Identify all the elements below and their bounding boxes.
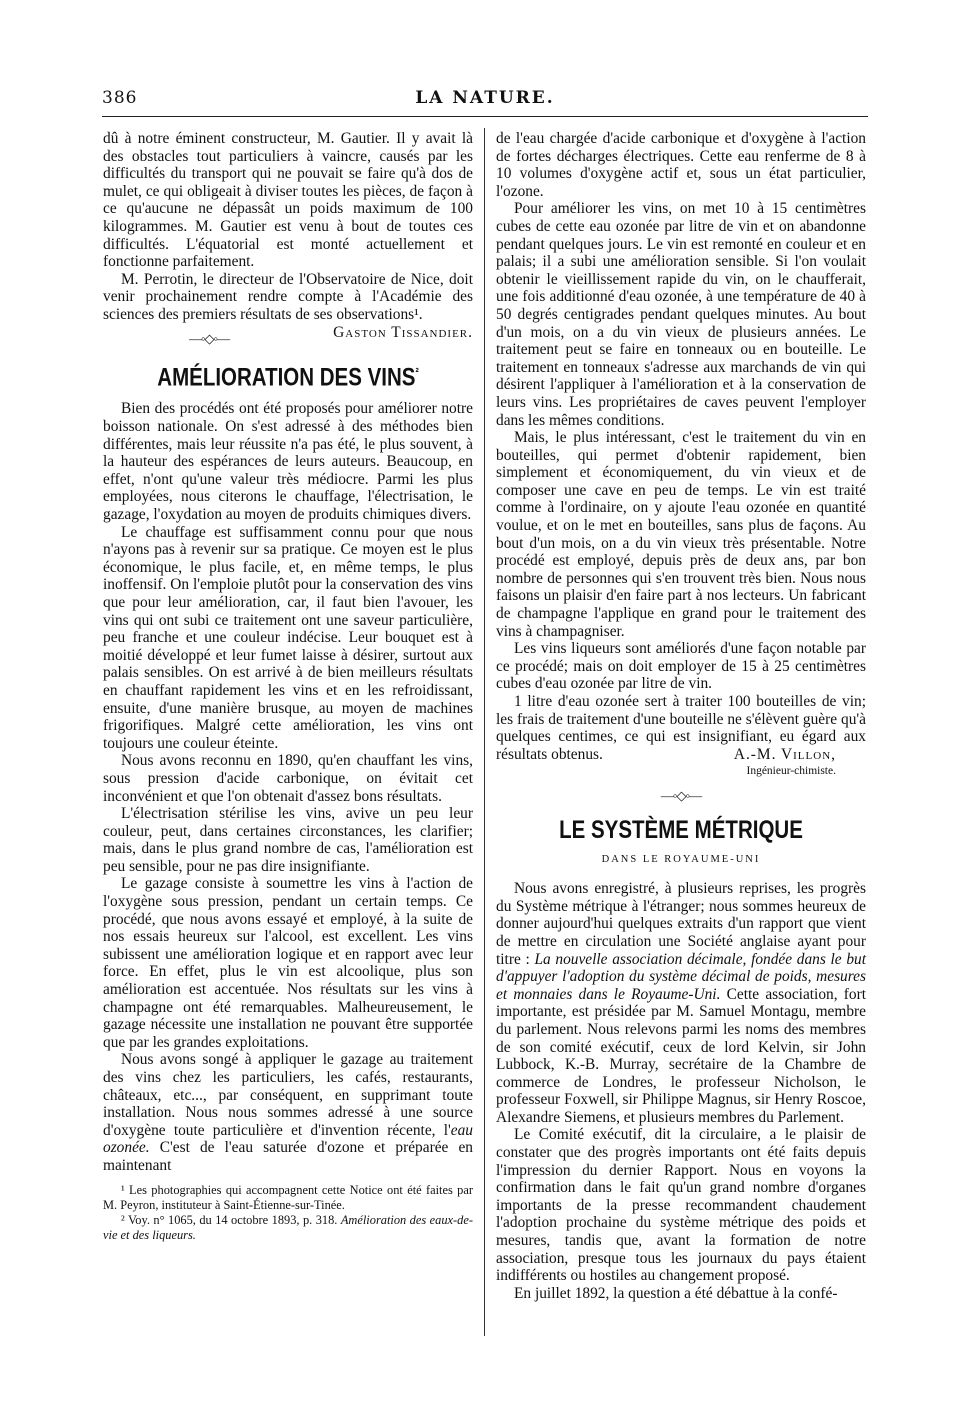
paragraph: Nous avons reconnu en 1890, qu'en chauffant les vins, sous pression d'acide carbonique, on évitait cet inconvénient et que l'on obtenait d'assez bons résultats. <box>103 752 473 805</box>
article-title: AMÉLIORATION DES $VINS^{^2}$ <box>157 363 419 392</box>
paragraph: 1 litre d'eau ozonée sert à traiter 100 bouteilles de vin; les frais de traitement d'une bouteille ne s'élèvent guère qu'à quelques centimes, ce qui est insignifiant, eu égard aux résultats obtenus. A.-M. Villon, <box>496 693 866 763</box>
paragraph: En juillet 1892, la question a été débattue à la confé- <box>514 1284 838 1302</box>
footnotes <box>103 1183 473 1243</box>
paragraph: L'électrisation stérilise les vins, avive un peu leur couleur, peut, dans certaines circonstances, les clarifier; mais, dans le plus grand nombre de cas, l'amélioration est peu sensible, pour ne pas dire insignifiante. <box>103 805 473 875</box>
paragraph: Le Comité exécutif, dit la circulaire, a le plaisir de constater que des progrès importants ont été faits depuis l'impression du dernier Rapport. Nous en voyons la confirmation dans le fait qu'un grand nombre d'organes importants de la presse recommandent chaudement l'adoption prochaine du système métrique des poids et mesures, tandis que, avant la formation de notre association, presque tous les journaux du pays étaient indifférents ou hostiles au changement proposé. <box>496 1126 866 1285</box>
author-signature: A.-M. Villon, <box>733 745 836 763</box>
article-title: LE SYSTÈME MÉTRIQUE <box>559 815 803 844</box>
paragraph: Les vins liqueurs sont améliorés d'une façon notable par ce procédé; mais on doit employer de 15 à 25 centimètres cubes d'eau ozonée par litre de vin. <box>496 640 866 693</box>
page-header <box>102 86 868 117</box>
paragraph: Mais, le plus intéressant, c'est le traitement du vin en bouteilles, qui permet d'obtenir rapidement, bien simplement et économiquement, du vin vieux et de composer une cave en peu de temps. Le vin est traité comme à l'ordinaire, on y ajoute l'eau ozonée en quantité voulue, et on le met en bouteilles, sans plus de façons. Au bout d'un mois, on a du vin vieux très présentable. Notre procédé est employé, depuis près de deux ans, par bon nombre de personnes qui s'en trouvent très bien. Nous nous faisons un plaisir d'en faire part à nos lecteurs. Un fabricant de champagne l'applique en grand pour le traitement des vins à champagniser. <box>496 429 866 640</box>
author-role: Ingénieur-chimiste. <box>746 765 836 778</box>
paragraph: dû à notre éminent constructeur, M. Gautier. Il y avait là des obstacles tout particuliers à vaincre, causés par les difficultés du transport qui ne pouvait se faire qu'à dos de mulet, ce qui obligeait à diviser toutes les pièces, de façon à ce qu'aucune ne dépassât un poids maximum de 100 kilogrammes. M. Gautier est venu à bout de toutes ces difficultés. L'équatorial est monté actuellement et fonctionne parfaitement. <box>103 130 473 271</box>
author-signature: Gaston Tissandier. <box>333 323 473 341</box>
footnote: ² Voy. n° 1065, du 14 octobre 1893, p. 318. Amélioration des eaux-de-vie et des liqueurs. <box>103 1212 473 1242</box>
left-column <box>103 130 473 1243</box>
paragraph: Nous avons enregistré, à plusieurs reprises, les progrès du Système métrique à l'étranger; nous sommes heureux de donner aujourd'hui quelques extraits d'un rapport que vient de mettre en circulation une Société anglaise ayant pour titre : La nouvelle association décimale, fondée dans le but d'appuyer l'adoption du système décimal de poids, mesures et monnaies dans le Royaume-Uni. Cette association, fort importante, est présidée par M. Samuel Montagu, membre du parlement. Nous relevons parmi les noms des membres de son comité exécutif, ceux de lord Kelvin, sir John Lubbock, K.-B. Murray, secrétaire de la Chambre de commerce de Londres, le professeur Nicholson, le professeur Foxwell, sir Philippe Magnus, sir Henry Roscoe, Alexandre Siemens, et plusieurs membres du Parlement. <box>496 880 866 1126</box>
page-number: 386 <box>102 88 138 108</box>
article-subtitle: DANS LE ROYAUME-UNI <box>601 853 761 865</box>
paragraph: Pour améliorer les vins, on met 10 à 15 centimètres cubes de cette eau ozonée par litre de vin et on abandonne pendant quelques jours. Le vin est remonté en couleur et en palais; il a subi une amélioration sensible. Si l'on voulait obtenir le vieillissement rapide du vin, on le chaufferait, une fois additionné d'eau ozonée, à une température de 40 à 50 degrés centigrades pendant quelques minutes. Au bout d'un mois, on a du vin vieux de plusieurs années. Le traitement peut se faire en tonneaux ou en bouteille. Le traitement en tonneaux s'adresse aux marchands de vin qui désirent l'appliquer à l'amélioration et à la conservation de leurs vins. Les propriétaires de caves peuvent l'employer dans les mêmes conditions. <box>496 200 866 429</box>
paragraph: Le gazage consiste à soumettre les vins à l'action de l'oxygène sous pression, pendant un certain temps. Ce procédé, que nous avons essayé et employé, à la suite de nos essais heureux sur l'alcool, est excellent. Les vins subissent une amélioration logique et en rapport avec leur force. En effet, plus le vin est alcoolique, plus son amélioration est accentuée. Nos résultats sur les vins à champagne ont été remarquables. Malheureusement, le gazage nécessite une installation ne pouvant être supportée que par les grandes exploitations. <box>103 875 473 1051</box>
footnote: ¹ Les photographies qui accompagnent cette Notice ont été faites par M. Peyron, instituteur à Saint-Étienne-sur-Tinée. <box>103 1182 473 1212</box>
running-title: LA NATURE. <box>415 88 555 108</box>
paragraph: de l'eau chargée d'acide carbonique et d'oxygène à l'action de fortes décharges électriques. Cette eau renferme de 8 à 10 volumes d'oxygène actif et, sous un état particulier, l'ozone. <box>496 130 866 200</box>
section-ornament: —◦◇◦— <box>188 330 230 346</box>
column-rule <box>484 128 485 1336</box>
paragraph: Bien des procédés ont été proposés pour améliorer notre boisson nationale. On s'est adressé à des méthodes bien différentes, mais leur réussite n'a pas été, le plus souvent, à la hauteur des espérances de leurs auteurs. Beaucoup, en effet, n'ont qu'une valeur très médiocre. Parmi les plus employées, nous citerons le chauffage, l'électrisation, le gazage, l'oxydation au moyen de produits chimiques divers. <box>103 400 473 524</box>
paragraph: M. Perrotin, le directeur de l'Observatoire de Nice, doit venir prochainement rendre compte à l'Académie des sciences des premiers résultats de ses observations¹. Gaston Tissandier. <box>103 270 473 341</box>
right-column <box>496 130 866 1302</box>
section-ornament: —◦◇◦— <box>660 787 702 803</box>
paragraph: Le chauffage est suffisamment connu pour que nous n'ayons pas à revenir sur sa pratique. Ce moyen est le plus économique, le plus facile, et, en même temps, le plus inoffensif. On l'emploie plutôt pour la conservation des vins que pour leur amélioration, car, il faut bien l'avouer, les vins qui ont subi ce traitement ont une saveur particulière, peu franche et une couleur indécise. Leur bouquet est à moitié développé et leur fumet laisse à désirer, surtout aux palais sensibles. On est arrivé à de bien meilleurs résultats en chauffant rapidement les vins et en les refroidissant, ensuite, d'une manière brusque, au moyen de machines frigorifiques. Malgré cette amélioration, les vins ont toujours une couleur éteinte. <box>103 523 473 752</box>
paragraph: Nous avons songé à appliquer le gazage au traitement des vins chez les particuliers, les cafés, restaurants, châteaux, etc..., par conséquent, en supprimant toute installation. Nous nous sommes adressé à une source d'oxygène toute particulière et d'invention récente, l'eau ozonée. C'est de l'eau saturée d'ozone et préparée en maintenant <box>103 1051 473 1174</box>
footnote-marker: ² <box>415 365 419 380</box>
